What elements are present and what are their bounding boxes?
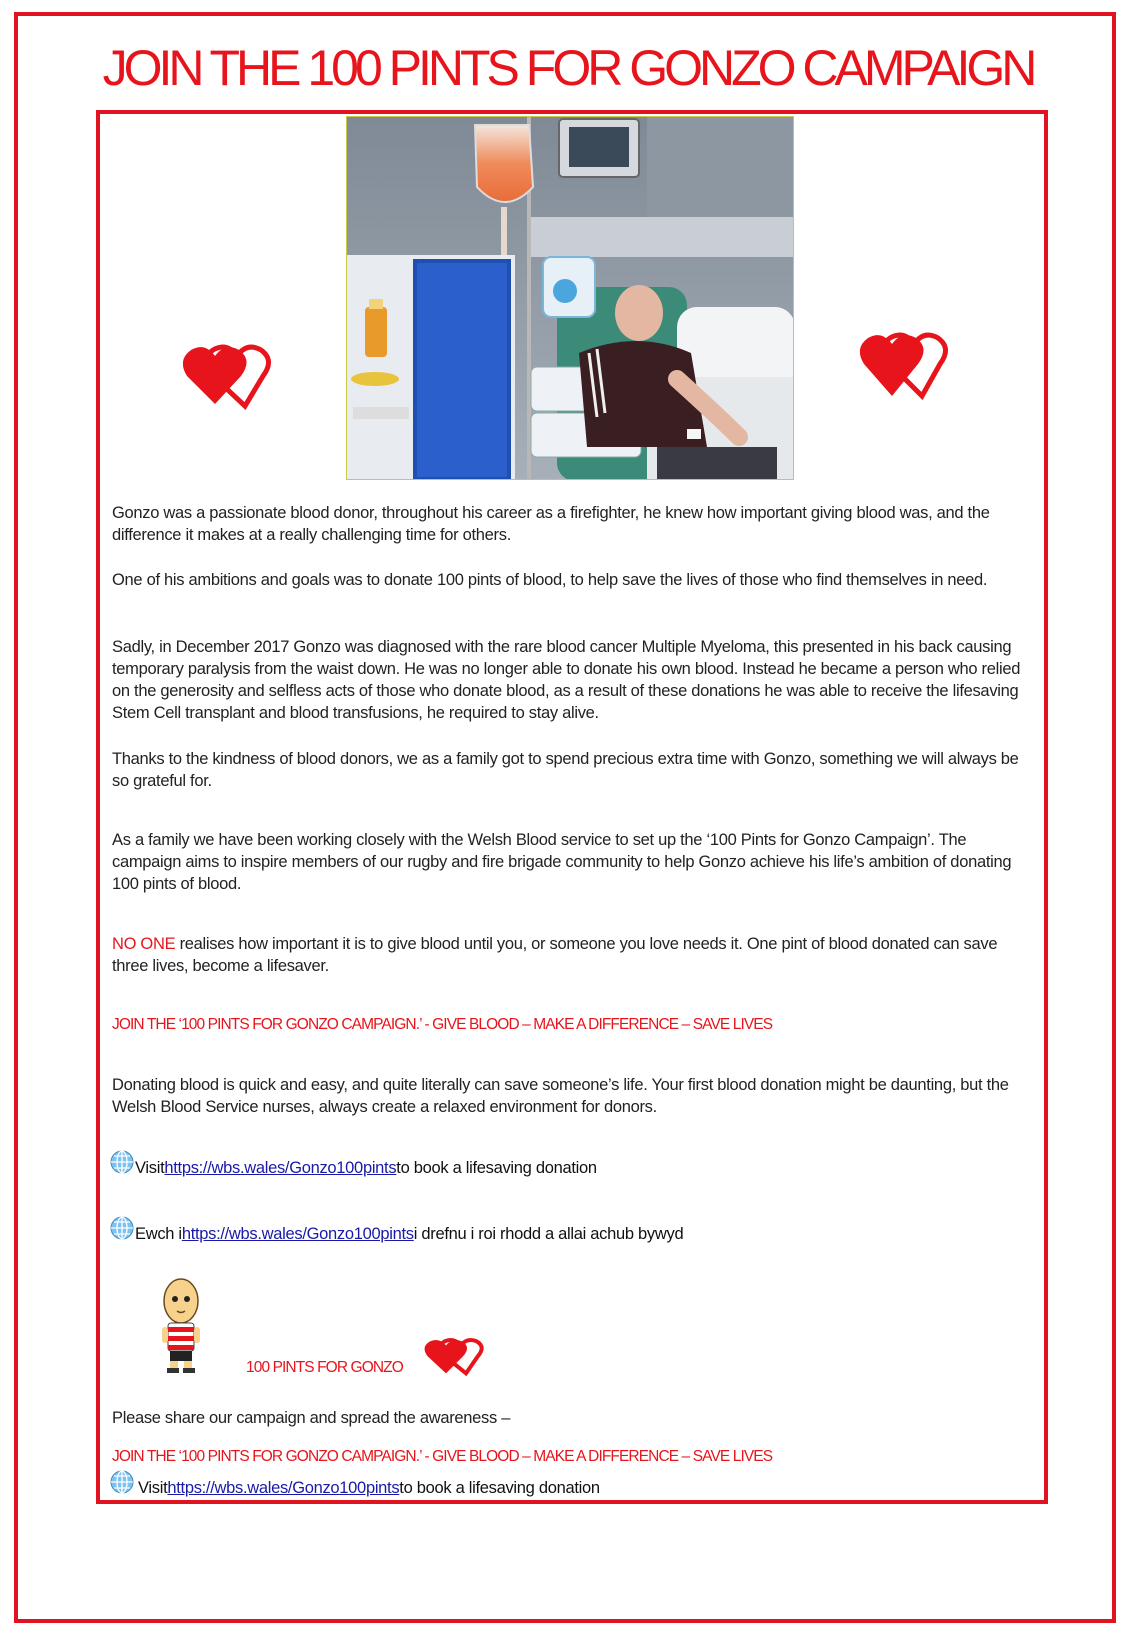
- page-title: JOIN THE 100 PINTS FOR GONZO CAMPAIGN: [102, 40, 1034, 96]
- double-heart-icon: [423, 1336, 493, 1376]
- visit-line-footer: [110, 1476, 600, 1500]
- no-one-highlight: NO ONE: [112, 935, 176, 953]
- visit-line: [110, 1156, 597, 1180]
- paragraph-no-one: [112, 933, 1032, 977]
- visit-prefix-footer: Visit: [138, 1478, 168, 1497]
- globe-icon: [110, 1150, 134, 1174]
- visit-suffix-footer: to book a lifesaving donation: [399, 1478, 600, 1497]
- welsh-prefix: Ewch i: [135, 1224, 182, 1243]
- campaign-slogan-footer: JOIN THE ‘100 PINTS FOR GONZO CAMPAIGN.’ - GIVE BLOOD – MAKE A DIFFERENCE – SAVE LIVES: [112, 1448, 773, 1465]
- paragraph-thanks: Thanks to the kindness of blood donors, we as a family got to spend precious extra time with Gonzo, something we will always be so grateful for.: [112, 750, 1019, 790]
- paragraph-donating: Donating blood is quick and easy, and quite literally can save someone’s life. Your first blood donation might be daunting, but the Welsh Blood Service nurses, always create a relaxed environment for donors.: [112, 1076, 1009, 1116]
- donation-link[interactable]: https://wbs.wales/Gonzo100pints: [164, 1158, 397, 1177]
- globe-icon: [110, 1470, 134, 1494]
- double-heart-icon: [183, 340, 283, 410]
- mascot-figure: [156, 1275, 206, 1375]
- paragraph-ambition: One of his ambitions and goals was to donate 100 pints of blood, to help save the lives of those who find themselves in need.: [112, 571, 988, 589]
- welsh-donation-link[interactable]: https://wbs.wales/Gonzo100pints: [181, 1224, 414, 1243]
- paragraph-intro: Gonzo was a passionate blood donor, throughout his career as a firefighter, he knew how important giving blood was, and the difference it makes at a really challenging time for others.: [112, 504, 990, 544]
- share-text: Please share our campaign and spread the awareness –: [112, 1409, 511, 1427]
- campaign-slogan: JOIN THE ‘100 PINTS FOR GONZO CAMPAIGN.’ - GIVE BLOOD – MAKE A DIFFERENCE – SAVE LIVES: [112, 1016, 773, 1033]
- welsh-suffix: i drefnu i roi rhodd a allai achub bywyd: [413, 1224, 684, 1243]
- paragraph-campaign: As a family we have been working closely with the Welsh Blood service to set up the ‘100 Pints for Gonzo Campaign’. The campaign aims to inspire members of our rugby and fire brigade community to help Gonzo achieve his life’s ambition of donating 100 pints of blood.: [112, 831, 1012, 893]
- welsh-visit-line: [110, 1222, 683, 1246]
- pints-for-gonzo-label: 100 PINTS FOR GONZO: [246, 1359, 403, 1376]
- globe-icon: [110, 1216, 134, 1240]
- double-heart-icon: [860, 326, 960, 402]
- paragraph-diagnosis: Sadly, in December 2017 Gonzo was diagnosed with the rare blood cancer Multiple Myeloma, this presented in his back causing temporary paralysis from the waist down. He was no longer able to donate his own blood. Instead he became a person who relied on the generosity and selfless acts of those who donate blood, as a result of these donations he was able to receive the lifesaving Stem Cell transplant and blood transfusions, he required to stay alive.: [112, 638, 1021, 722]
- donation-link-footer[interactable]: https://wbs.wales/Gonzo100pints: [167, 1478, 400, 1497]
- no-one-text: realises how important it is to give blood until you, or someone you love needs it. One pint of blood donated can save three lives, become a lifesaver.: [112, 935, 998, 975]
- hospital-photo: [346, 116, 794, 480]
- visit-suffix: to book a lifesaving donation: [396, 1158, 597, 1177]
- visit-prefix: Visit: [135, 1158, 165, 1177]
